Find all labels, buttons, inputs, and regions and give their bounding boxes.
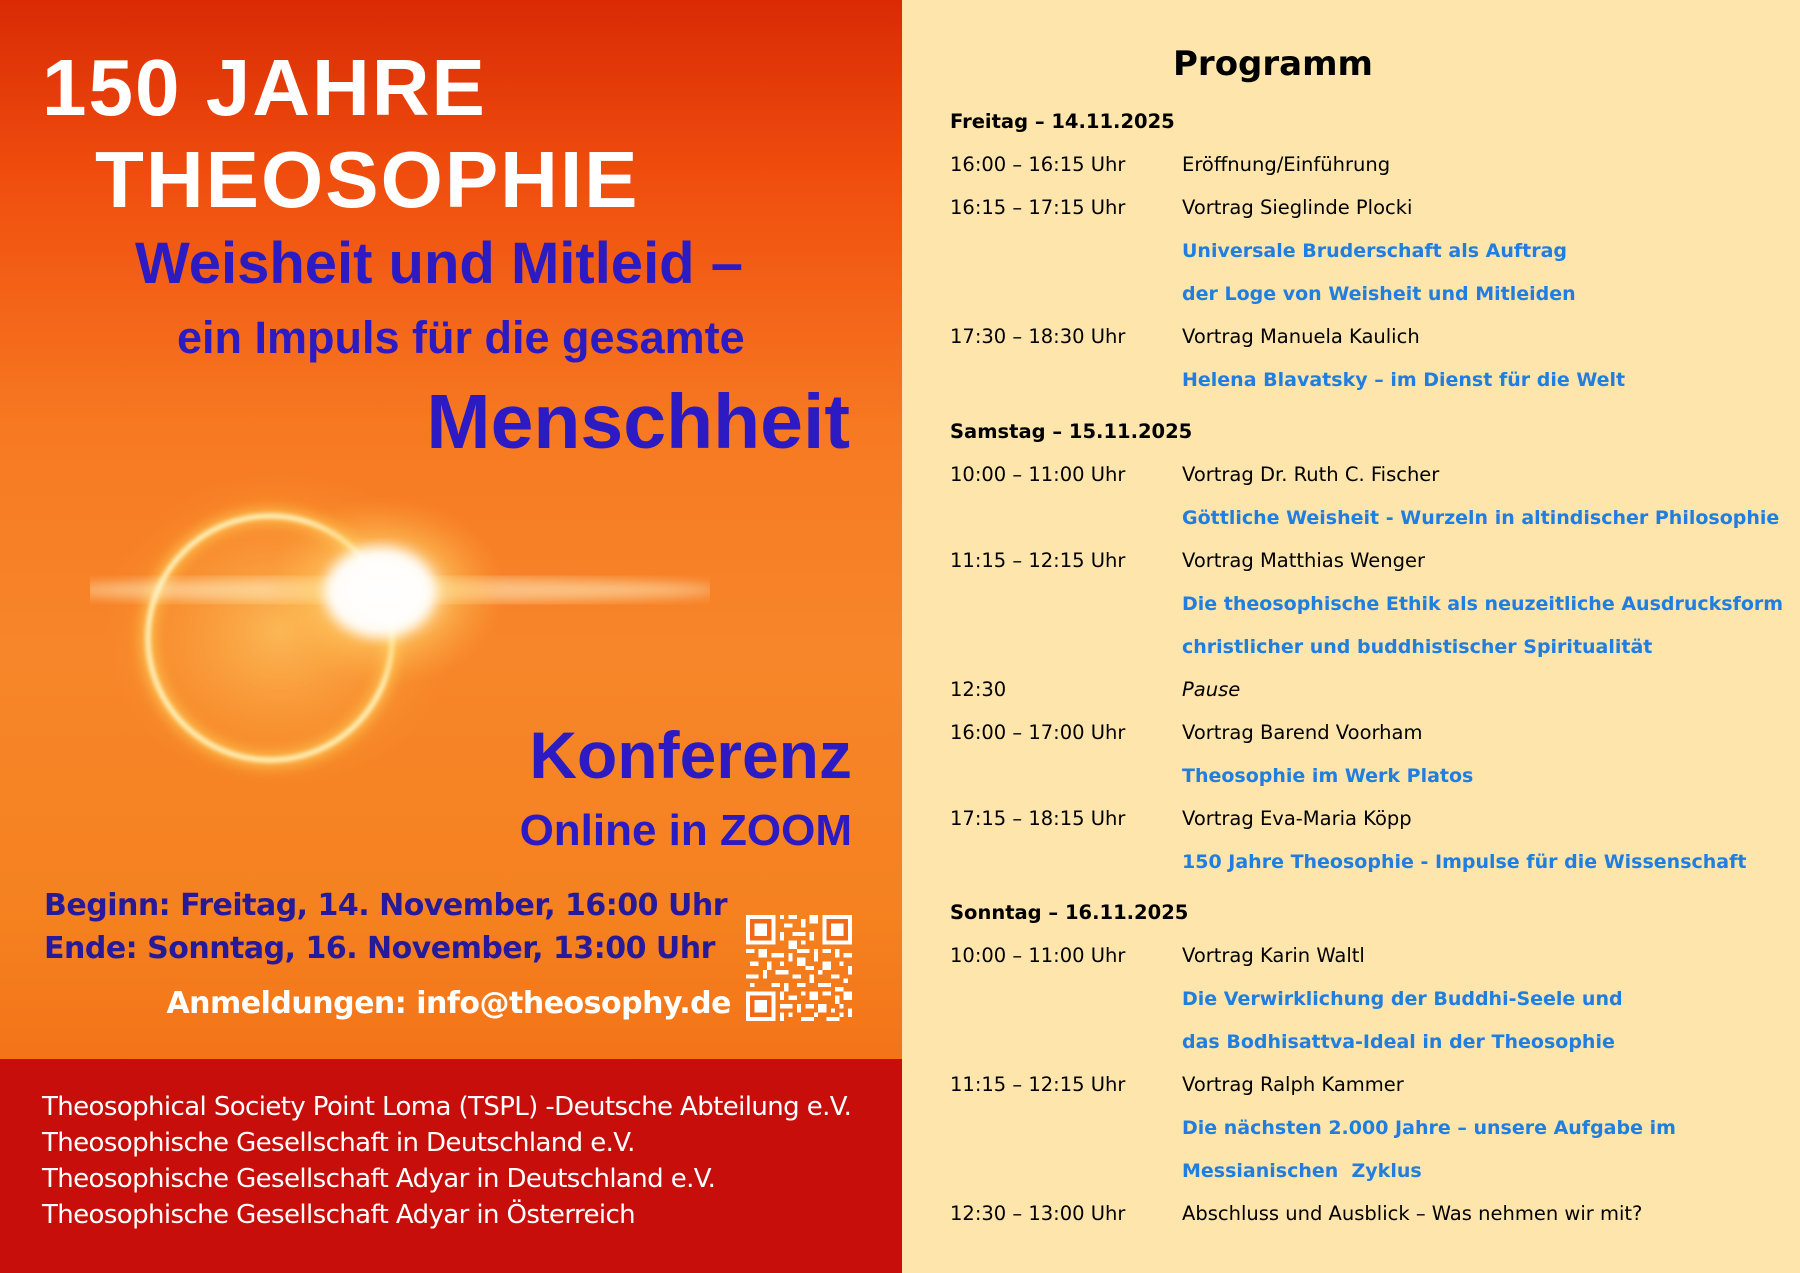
session-title: Vortrag Barend Voorham: [1182, 721, 1423, 744]
session-time: 11:15 – 12:15 Uhr: [950, 549, 1126, 572]
session-title: Pause: [1182, 678, 1241, 701]
subtitle-line-2: ein Impuls für die gesamte: [177, 312, 745, 363]
title-line-1: 150 JAHRE: [42, 43, 487, 132]
session-topic: Die theosophische Ethik als neuzeitliche Ausdrucksform: [1182, 593, 1784, 615]
end-date: Ende: Sonntag, 16. November, 13:00 Uhr: [44, 931, 715, 966]
title-line-2: THEOSOPHIE: [95, 135, 640, 224]
session-topic: Die Verwirklichung der Buddhi-Seele und: [1182, 988, 1623, 1010]
program-panel: [902, 0, 1800, 1273]
day-saturday: Samstag – 15.11.2025: [950, 420, 1193, 443]
session-time: 16:15 – 17:15 Uhr: [950, 196, 1126, 219]
session-title: Vortrag Sieglinde Plocki: [1182, 196, 1413, 219]
session-topic: 150 Jahre Theosophie - Impulse für die Wissenschaft: [1182, 851, 1747, 873]
event-type: Konferenz: [529, 718, 852, 792]
subtitle-line-3: Menschheit: [426, 379, 850, 465]
session-title: Vortrag Karin Waltl: [1182, 944, 1365, 967]
session-title: Vortrag Manuela Kaulich: [1182, 325, 1420, 348]
session-time: 16:00 – 17:00 Uhr: [950, 721, 1126, 744]
session-topic: Helena Blavatsky – im Dienst für die Welt: [1182, 369, 1626, 391]
session-time: 17:30 – 18:30 Uhr: [950, 325, 1126, 348]
day-friday: Freitag – 14.11.2025: [950, 110, 1175, 133]
session-topic: christlicher und buddhistischer Spiritualität: [1182, 636, 1653, 658]
qr-code-icon[interactable]: [746, 915, 852, 1021]
program-title: Programm: [1173, 44, 1373, 84]
organizer-3: Theosophische Gesellschaft Adyar in Deutschland e.V.: [42, 1164, 716, 1194]
session-time: 17:15 – 18:15 Uhr: [950, 807, 1126, 830]
session-topic: Die nächsten 2.000 Jahre – unsere Aufgabe im: [1182, 1117, 1676, 1139]
organizers-footer: [0, 1059, 902, 1273]
session-time: 10:00 – 11:00 Uhr: [950, 463, 1126, 486]
session-time: 10:00 – 11:00 Uhr: [950, 944, 1126, 967]
session-time: 16:00 – 16:15 Uhr: [950, 153, 1126, 176]
organizer-4: Theosophische Gesellschaft Adyar in Österreich: [42, 1200, 636, 1230]
day-sunday: Sonntag – 16.11.2025: [950, 901, 1189, 924]
session-time: 12:30 – 13:00 Uhr: [950, 1202, 1126, 1225]
session-title: Vortrag Ralph Kammer: [1182, 1073, 1404, 1096]
session-topic: Universale Bruderschaft als Auftrag: [1182, 240, 1568, 262]
session-title: Eröffnung/Einführung: [1182, 153, 1391, 176]
session-topic: Theosophie im Werk Platos: [1182, 765, 1474, 787]
session-topic: Messianischen Zyklus: [1182, 1160, 1422, 1182]
session-topic: Göttliche Weisheit - Wurzeln in altindischer Philosophie: [1182, 507, 1780, 529]
event-dates: [44, 884, 727, 970]
organizer-2: Theosophische Gesellschaft in Deutschland e.V.: [42, 1128, 635, 1158]
session-title: Vortrag Matthias Wenger: [1182, 549, 1425, 572]
registration-email[interactable]: Anmeldungen: info@theosophy.de: [166, 986, 731, 1021]
session-title: Vortrag Dr. Ruth C. Fischer: [1182, 463, 1440, 486]
begin-date: Beginn: Freitag, 14. November, 16:00 Uhr: [44, 888, 727, 923]
session-time: 11:15 – 12:15 Uhr: [950, 1073, 1126, 1096]
session-time: 12:30: [950, 678, 1007, 701]
session-title: Abschluss und Ausblick – Was nehmen wir mit?: [1182, 1202, 1643, 1225]
session-topic: der Loge von Weisheit und Mitleiden: [1182, 283, 1576, 305]
organizer-1: Theosophical Society Point Loma (TSPL) -Deutsche Abteilung e.V.: [42, 1092, 852, 1122]
session-topic: das Bodhisattva-Ideal in der Theosophie: [1182, 1031, 1615, 1053]
subtitle-line-1: Weisheit und Mitleid –: [135, 231, 743, 296]
event-format: Online in ZOOM: [519, 806, 852, 855]
session-title: Vortrag Eva-Maria Köpp: [1182, 807, 1412, 830]
